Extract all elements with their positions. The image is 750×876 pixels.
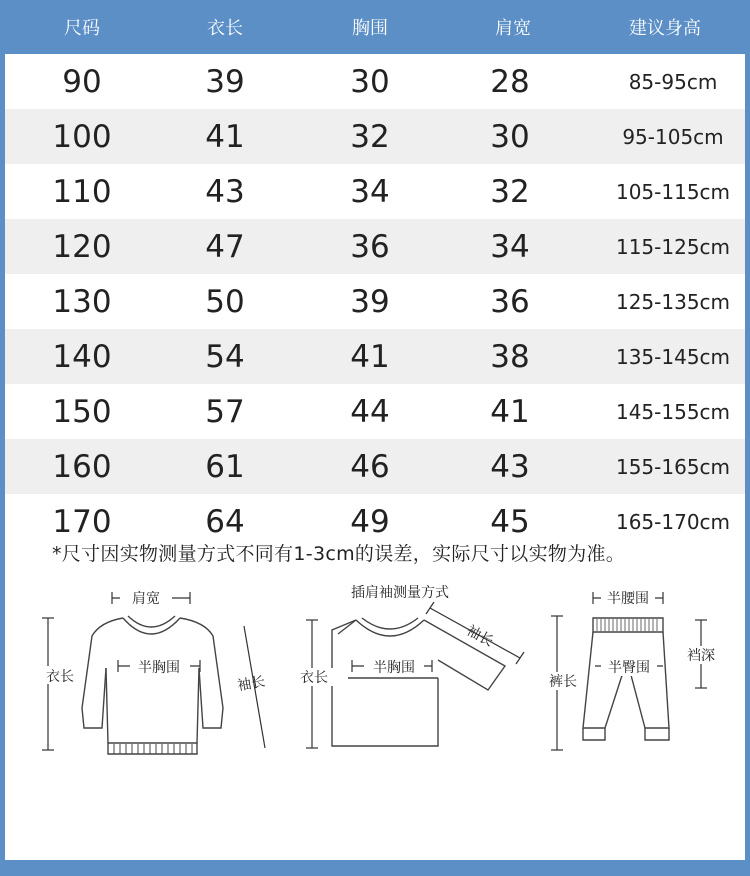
cell-shoulder: 43	[490, 449, 530, 485]
sweater-chest-label: 半胸围	[138, 660, 180, 676]
cell-shoulder: 38	[490, 339, 530, 375]
header-chest: 胸围	[352, 18, 388, 39]
cell-height: 155-165cm	[615, 455, 731, 479]
cell-height: 165-170cm	[615, 510, 731, 534]
cell-size: 120	[52, 229, 112, 265]
table-row	[5, 274, 745, 329]
raglan-diagram	[290, 578, 535, 763]
cell-shoulder: 30	[490, 119, 530, 155]
header-height: 建议身高	[629, 18, 701, 39]
cell-height: 95-105cm	[622, 125, 724, 149]
pants-diagram	[535, 578, 740, 763]
table-row	[5, 164, 745, 219]
table-row	[5, 384, 745, 439]
cell-chest: 41	[350, 339, 390, 375]
pants-length-label: 裤长	[549, 674, 577, 690]
cell-length: 47	[205, 229, 245, 265]
sweater-length-label: 衣长	[46, 669, 74, 685]
cell-length: 64	[205, 504, 245, 540]
cell-size: 110	[52, 174, 112, 210]
cell-height: 85-95cm	[628, 70, 718, 94]
pants-hip-label: 半臀围	[608, 660, 650, 676]
cell-height: 125-135cm	[615, 290, 731, 314]
table-row	[5, 109, 745, 164]
cell-shoulder: 36	[490, 284, 530, 320]
table-row	[5, 439, 745, 494]
cell-size: 160	[52, 449, 112, 485]
raglan-length-label: 衣长	[300, 670, 328, 686]
cell-length: 57	[205, 394, 245, 430]
header-shoulder: 肩宽	[495, 18, 531, 39]
bottom-border	[0, 860, 750, 876]
cell-chest: 36	[350, 229, 390, 265]
cell-height: 135-145cm	[615, 345, 731, 369]
table-row	[5, 54, 745, 109]
cell-length: 50	[205, 284, 245, 320]
cell-length: 61	[205, 449, 245, 485]
cell-shoulder: 45	[490, 504, 530, 540]
cell-length: 39	[205, 64, 245, 100]
sweater-sleeve-label: 袖长	[236, 673, 267, 695]
cell-length: 43	[205, 174, 245, 210]
table-row	[5, 329, 745, 384]
cell-size: 130	[52, 284, 112, 320]
cell-shoulder: 28	[490, 64, 530, 100]
cell-height: 105-115cm	[615, 180, 731, 204]
table-header	[5, 0, 745, 54]
cell-size: 140	[52, 339, 112, 375]
header-length: 衣长	[207, 18, 243, 39]
sweater-diagram	[30, 578, 275, 763]
header-size: 尺码	[64, 18, 100, 39]
cell-chest: 44	[350, 394, 390, 430]
cell-height: 145-155cm	[615, 400, 731, 424]
pants-waist-label: 半腰围	[607, 591, 649, 607]
cell-chest: 39	[350, 284, 390, 320]
shoulder-label: 肩宽	[132, 591, 160, 607]
cell-height: 115-125cm	[615, 235, 731, 259]
cell-size: 170	[52, 504, 112, 540]
cell-shoulder: 34	[490, 229, 530, 265]
pants-rise-label: 裆深	[687, 648, 715, 664]
measurement-note: *尺寸因实物测量方式不同有1-3cm的误差，实际尺寸以实物为准。	[52, 543, 626, 565]
raglan-sleeve-label: 袖长	[463, 622, 496, 651]
cell-size: 100	[52, 119, 112, 155]
cell-shoulder: 32	[490, 174, 530, 210]
cell-chest: 46	[350, 449, 390, 485]
table-row	[5, 219, 745, 274]
cell-chest: 32	[350, 119, 390, 155]
cell-chest: 30	[350, 64, 390, 100]
cell-shoulder: 41	[490, 394, 530, 430]
cell-chest: 49	[350, 504, 390, 540]
cell-length: 54	[205, 339, 245, 375]
cell-length: 41	[205, 119, 245, 155]
cell-size: 150	[52, 394, 112, 430]
raglan-title: 插肩袖测量方式	[351, 585, 449, 601]
raglan-chest-label: 半胸围	[373, 660, 415, 676]
cell-chest: 34	[350, 174, 390, 210]
cell-size: 90	[62, 64, 102, 100]
size-chart	[5, 0, 745, 860]
